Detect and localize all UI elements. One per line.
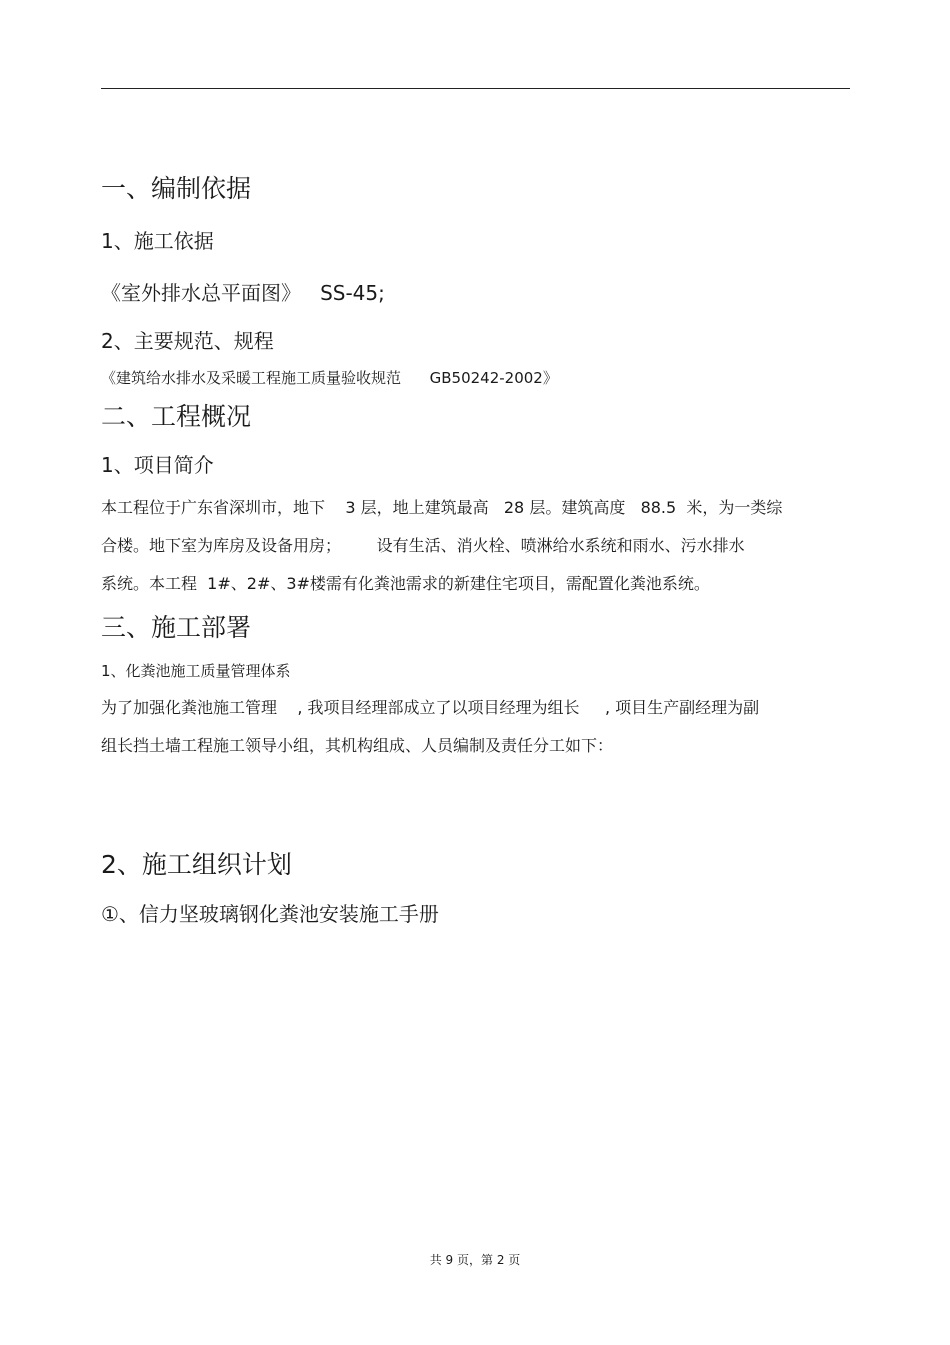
section-title-basis: 一、编制依据 xyxy=(101,174,252,203)
paragraph-line: 合楼。地下室为库房及设备用房； 设有生活、消火栓、喷淋给水系统和雨水、污水排水 xyxy=(101,536,745,555)
section-title-overview: 二、工程概况 xyxy=(101,402,252,431)
subheading-organization-plan: 2、施工组织计划 xyxy=(101,850,292,879)
paragraph-line: 系统。本工程 1#、2#、3#楼需有化粪池需求的新建住宅项目，需配置化粪池系统。 xyxy=(101,574,710,593)
header-rule xyxy=(101,88,850,89)
page-footer: 共 9 页，第 2 页 xyxy=(429,1253,521,1267)
paragraph-line: 本工程位于广东省深圳市，地下 3 层，地上建筑最高 28 层。建筑高度 88.5 米，为一类综 xyxy=(101,498,783,517)
section-title-deployment: 三、施工部署 xyxy=(101,613,252,642)
subheading-construction-basis: 1、施工依据 xyxy=(101,229,214,253)
subheading-installation-manual: ①、信力坚玻璃钢化粪池安装施工手册 xyxy=(101,902,439,926)
subheading-codes: 2、主要规范、规程 xyxy=(101,329,274,353)
paragraph-line: 为了加强化粪池施工管理 , 我项目经理部成立了以项目经理为组长 , 项目生产副经理为副 xyxy=(101,698,760,717)
subheading-project-intro: 1、项目简介 xyxy=(101,453,214,477)
subheading-quality-system: 1、化粪池施工质量管理体系 xyxy=(101,662,291,680)
reference-drawing: 《室外排水总平面图》 SS-45; xyxy=(101,281,385,305)
reference-code: 《建筑给水排水及采暖工程施工质量验收规范 GB50242-2002》 xyxy=(101,369,558,387)
paragraph-line: 组长挡土墙工程施工领导小组，其机构组成、人员编制及责任分工如下： xyxy=(101,736,614,755)
